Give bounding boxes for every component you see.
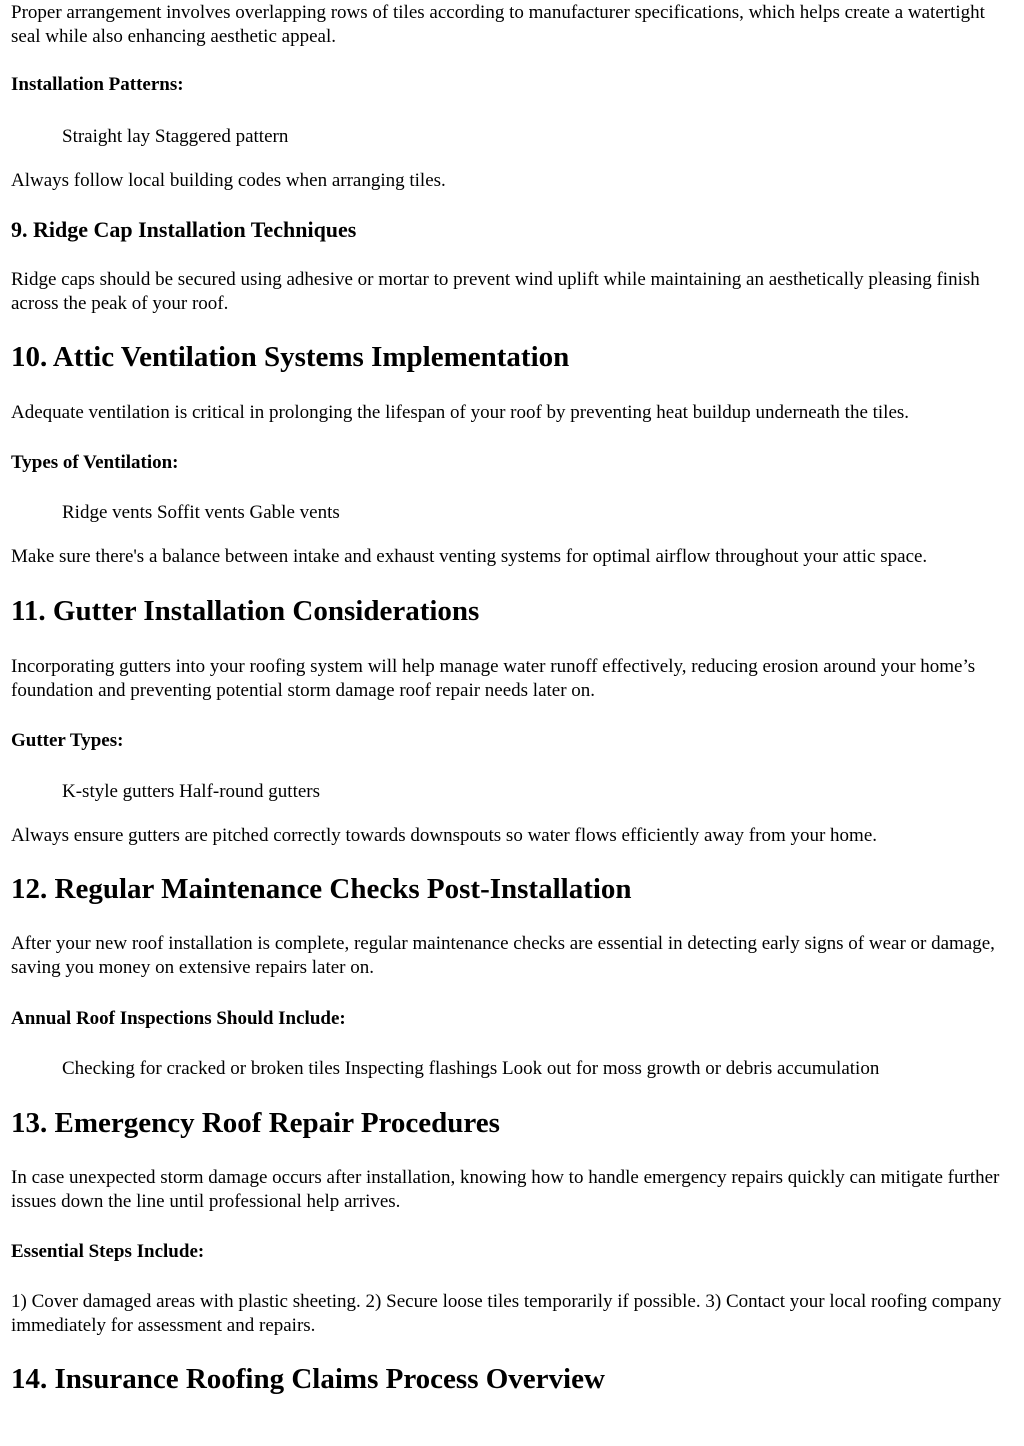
label-installation-patterns: Installation Patterns:	[11, 74, 184, 95]
heading-maintenance-checks: 12. Regular Maintenance Checks Post-Installation	[11, 873, 632, 905]
paragraph-emergency-repair: In case unexpected storm damage occurs after installation, knowing how to handle emergency repairs quickly can mitigate further issues down the line until professional help arrives.	[11, 1167, 1000, 1212]
label-gutter-types: Gutter Types:	[11, 730, 124, 751]
paragraph-gutter-pitch: Always ensure gutters are pitched correctly towards downspouts so water flows efficiently away from your home.	[11, 825, 878, 846]
paragraph-ridge-caps: Ridge caps should be secured using adhesive or mortar to prevent wind uplift while maintaining an aesthetically pleasing finish across the peak of your roof.	[11, 269, 980, 314]
paragraph-tile-arrangement: Proper arrangement involves overlapping rows of tiles according to manufacturer specifications, which helps create a watertight seal while also enhancing aesthetic appeal.	[11, 2, 985, 47]
heading-insurance-claims: 14. Insurance Roofing Claims Process Overview	[11, 1363, 605, 1395]
paragraph-building-codes: Always follow local building codes when arranging tiles.	[11, 170, 446, 191]
list-annual-inspections: Checking for cracked or broken tiles Inspecting flashings Look out for moss growth or debris accumulation	[62, 1058, 880, 1079]
heading-ridge-cap: 9. Ridge Cap Installation Techniques	[11, 217, 357, 242]
heading-emergency-repair: 13. Emergency Roof Repair Procedures	[11, 1107, 500, 1139]
paragraph-ventilation: Adequate ventilation is critical in prolonging the lifespan of your roof by preventing heat buildup underneath the tiles.	[11, 402, 910, 423]
heading-attic-ventilation: 10. Attic Ventilation Systems Implementation	[11, 341, 570, 373]
label-ventilation-types: Types of Ventilation:	[11, 452, 179, 473]
list-gutter-types: K-style gutters Half-round gutters	[62, 781, 321, 802]
list-installation-patterns: Straight lay Staggered pattern	[62, 126, 289, 147]
paragraph-gutters: Incorporating gutters into your roofing system will help manage water runoff effectively, reducing erosion around your home’s foundation and preventing potential storm damage roof repair needs later on.	[11, 656, 976, 701]
label-annual-inspections: Annual Roof Inspections Should Include:	[11, 1008, 346, 1029]
heading-gutter-installation: 11. Gutter Installation Considerations	[11, 595, 480, 627]
paragraph-venting-balance: Make sure there's a balance between intake and exhaust venting systems for optimal airflow throughout your attic space.	[11, 546, 928, 567]
paragraph-essential-steps: 1) Cover damaged areas with plastic sheeting. 2) Secure loose tiles temporarily if possible. 3) Contact your local roofing company immediately for assessment and repairs.	[11, 1291, 1002, 1336]
list-ventilation-types: Ridge vents Soffit vents Gable vents	[62, 502, 340, 523]
label-essential-steps: Essential Steps Include:	[11, 1241, 205, 1262]
paragraph-maintenance: After your new roof installation is complete, regular maintenance checks are essential in detecting early signs of wear or damage, saving you money on extensive repairs later on.	[11, 933, 995, 978]
